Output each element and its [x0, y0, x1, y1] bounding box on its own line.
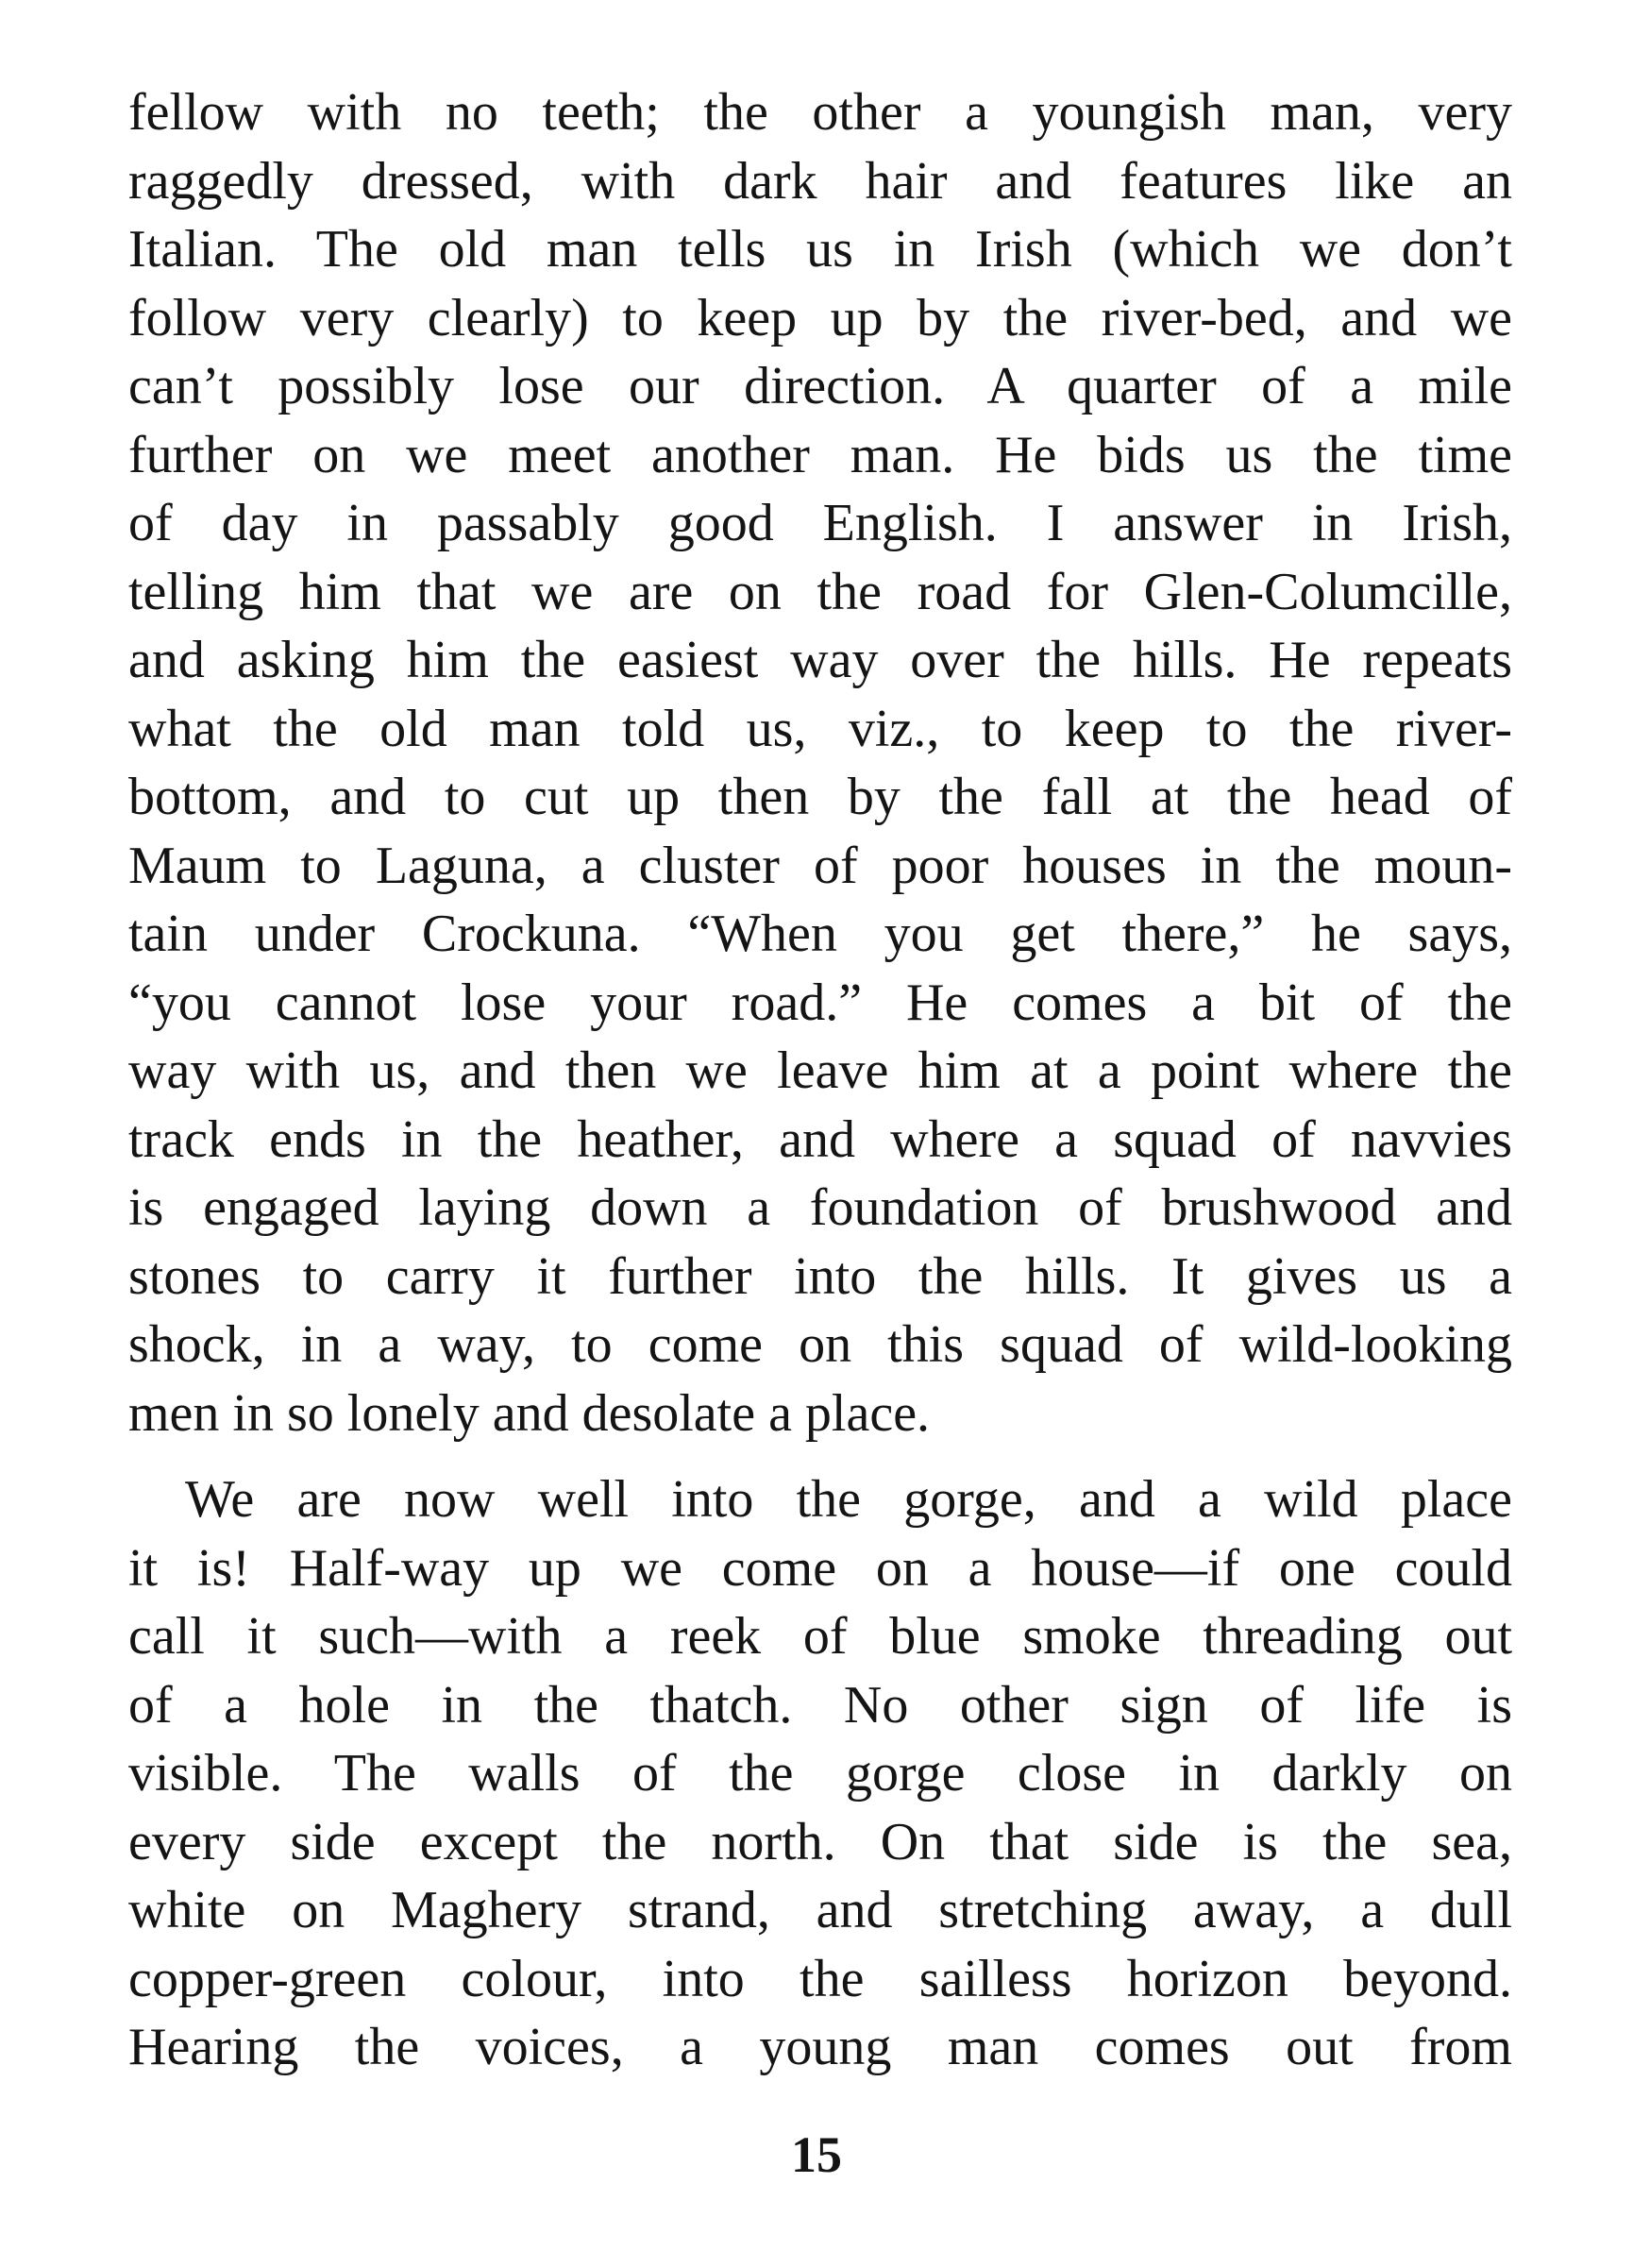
text-line: tain under Crockuna. “When you get there,” he says, — [128, 905, 1512, 963]
text-line: Hearing the voices, a young man comes out from — [128, 2018, 1512, 2076]
text-line: bottom, and to cut up then by the fall at the head of — [128, 768, 1512, 826]
text-line: every side except the north. On that side is the sea, — [128, 1813, 1512, 1871]
text-line: “you cannot lose your road.” He comes a bit of the — [128, 973, 1512, 1032]
text-line: stones to carry it further into the hills. It gives us a — [128, 1247, 1512, 1306]
text-line: can’t possibly lose our direction. A quarter of a mile — [128, 357, 1512, 415]
text-line: track ends in the heather, and where a squad of navvies — [128, 1110, 1512, 1169]
text-line: We are now well into the gorge, and a wild place — [185, 1470, 1512, 1529]
text-line: is engaged laying down a foundation of brushwood and — [128, 1178, 1512, 1237]
page-number: 15 — [791, 2126, 842, 2183]
text-line: further on we meet another man. He bids us the time — [128, 426, 1512, 484]
text-line: Italian. The old man tells us in Irish (which we don’t — [128, 220, 1512, 279]
text-line: copper-green colour, into the sailless horizon beyond. — [128, 1950, 1512, 2008]
text-line: it is! Half-way up we come on a house—if one could — [128, 1539, 1512, 1598]
text-line: follow very clearly) to keep up by the river-bed, and we — [128, 289, 1512, 347]
text-line: of day in passably good English. I answer in Irish, — [128, 494, 1512, 552]
text-line: of a hole in the thatch. No other sign of life is — [128, 1676, 1512, 1735]
text-line: call it such—with a reek of blue smoke threading out — [128, 1607, 1512, 1666]
text-line: men in so lonely and desolate a place. — [128, 1384, 931, 1443]
text-line: telling him that we are on the road for Glen-Columcille, — [128, 563, 1512, 621]
text-line: way with us, and then we leave him at a point where the — [128, 1041, 1512, 1100]
text-line: fellow with no teeth; the other a youngish man, very — [128, 83, 1512, 142]
text-line: white on Maghery strand, and stretching away, a dull — [128, 1881, 1512, 1939]
text-line: shock, in a way, to come on this squad of wild-looking — [128, 1315, 1512, 1374]
text-line: what the old man told us, viz., to keep to the river- — [128, 700, 1512, 758]
text-line: visible. The walls of the gorge close in darkly on — [128, 1744, 1512, 1803]
text-line: raggedly dressed, with dark hair and features like an — [128, 152, 1512, 211]
text-line: Maum to Laguna, a cluster of poor houses in the moun- — [128, 837, 1512, 895]
text-line: and asking him the easiest way over the hills. He repeats — [128, 631, 1512, 689]
